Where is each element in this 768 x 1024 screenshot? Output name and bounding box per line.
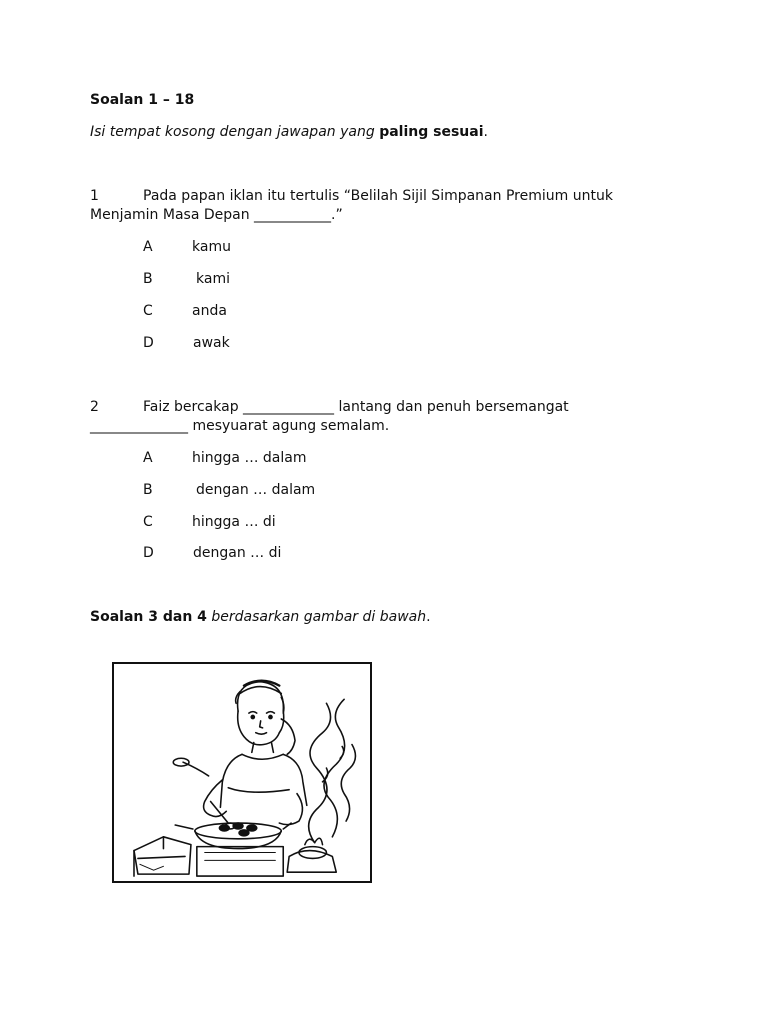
section-instruction xyxy=(90,609,431,625)
option-letter-d: D xyxy=(143,545,154,561)
option-text-b: kami xyxy=(196,271,230,287)
option-letter-a: A xyxy=(143,450,153,466)
option-letter-b: B xyxy=(143,482,153,498)
girl-cooking-illustration-icon xyxy=(112,662,372,883)
question-line-1: Pada papan iklan itu tertulis “Belilah Sijil Simpanan Premium untuk xyxy=(143,188,613,204)
option-letter-d: D xyxy=(143,335,154,351)
option-letter-b: B xyxy=(143,271,153,287)
instruction xyxy=(90,124,488,140)
option-text-a: kamu xyxy=(192,239,231,255)
question-line-2: Menjamin Masa Depan ___________.” xyxy=(90,207,343,223)
option-letter-c: C xyxy=(143,514,153,530)
question-line-1: Faiz bercakap _____________ lantang dan penuh bersemangat xyxy=(143,399,569,415)
instruction-text: Isi tempat kosong dengan jawapan yang xyxy=(90,124,375,140)
option-letter-a: A xyxy=(143,239,153,255)
option-text-a: hingga … dalam xyxy=(192,450,307,466)
question-line-2: ______________ mesyuarat agung semalam. xyxy=(90,418,390,434)
section-instruction-bold: Soalan 3 dan 4 xyxy=(90,609,207,625)
option-text-b: dengan … dalam xyxy=(196,482,316,498)
section-instruction-period: . xyxy=(426,609,431,625)
option-text-d: dengan … di xyxy=(193,545,282,561)
section-heading: Soalan 1 – 18 xyxy=(90,92,195,108)
option-letter-c: C xyxy=(143,303,153,319)
question-number: 2 xyxy=(90,399,99,415)
instruction-period: . xyxy=(483,124,488,140)
option-text-d: awak xyxy=(193,335,230,351)
question-number: 1 xyxy=(90,188,99,204)
option-text-c: anda xyxy=(192,303,227,319)
section-instruction-italic: berdasarkan gambar di bawah xyxy=(211,609,427,625)
option-text-c: hingga … di xyxy=(192,514,276,530)
instruction-emphasis: paling sesuai xyxy=(379,124,484,140)
